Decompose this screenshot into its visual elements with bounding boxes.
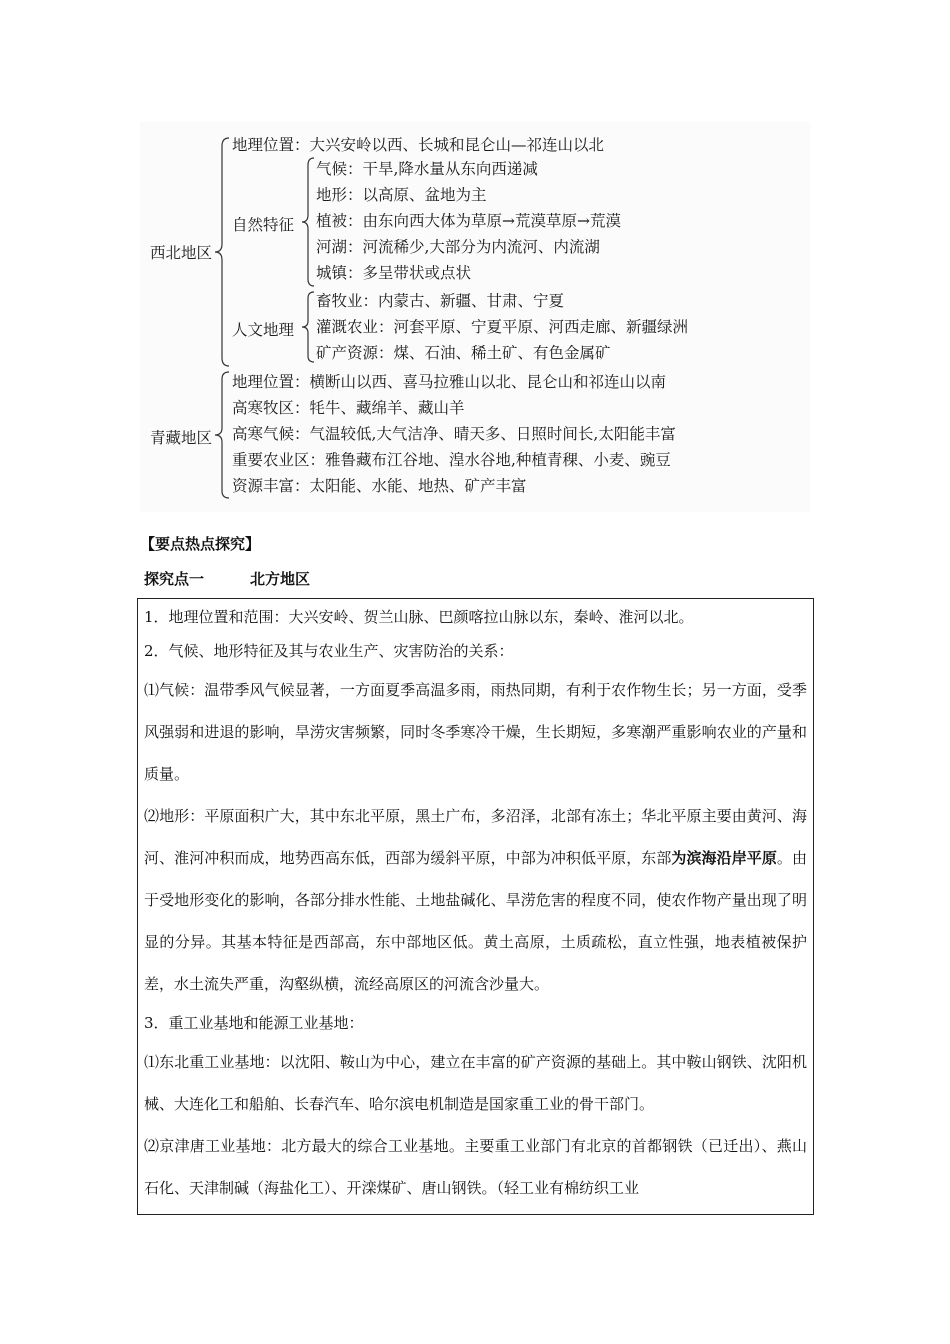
paragraph: ⑴气候：温带季风气候显著，一方面夏季高温多雨，雨热同期，有利于农作物生长；另一方面，受季风强弱和进退的影响，旱涝灾害频繁，同时冬季寒冷干燥，生长期短，多寒潮严重影响农业的产量和质量。 (144, 681, 807, 783)
paragraph: 1．地理位置和范围：大兴安岭、贺兰山脉、巴颜喀拉山脉以东，秦岭、淮河以北。 (144, 608, 694, 626)
paragraph: 2．气候、地形特征及其与农业生产、灾害防治的关系： (144, 642, 514, 660)
bold-phrase: 为滨海沿岸平原 (671, 849, 777, 867)
natural-item: 河湖：河流稀少,大部分为内流河、内流湖 (316, 238, 600, 256)
natural-item: 气候：干旱,降水量从东向西递减 (316, 160, 538, 178)
human-item: 灌溉农业：河套平原、宁夏平原、河西走廊、新疆绿洲 (316, 318, 689, 336)
human-brace (300, 290, 316, 364)
qingzang-item: 高寒气候：气温较低,大气洁净、晴天多、日照时间长,太阳能丰富 (232, 425, 676, 443)
point-subject: 北方地区 (250, 570, 311, 588)
northwest-brace (213, 136, 231, 368)
natural-brace (300, 156, 316, 288)
human-geography-label: 人文地理 (232, 321, 295, 339)
natural-item: 城镇：多呈带状或点状 (316, 264, 472, 282)
paragraph-terrain: ⑵地形：平原面积广大，其中东北平原，黑土广布，多沼泽，北部有冻土；华北平原主要由黄河、海河、淮河冲积而成，地势西高东低，西部为缓斜平原，中部为冲积低平原，东部为滨海沿岸平原。由于受地形变化的影响，各部分排水性能、土地盐碱化、旱涝危害的程度不同，使农作物产量出现了明显的分异。其基本特征是西部高，东中部地区低。黄土高原，土质疏松，直立性强，地表植被保护差，水土流失严重，沟壑纵横，流经高原区的河流含沙量大。 (144, 807, 807, 993)
qingzang-item: 重要农业区：雅鲁藏布江谷地、湟水谷地,种植青稞、小麦、豌豆 (232, 451, 671, 469)
human-item: 矿产资源：煤、石油、稀土矿、有色金属矿 (316, 344, 611, 362)
qingzang-label: 青藏地区 (150, 429, 213, 447)
qingzang-item: 地理位置：横断山以西、喜马拉雅山以北、昆仑山和祁连山以南 (232, 373, 667, 391)
northwest-location: 地理位置：大兴安岭以西、长城和昆仑山—祁连山以北 (232, 136, 605, 154)
northwest-label: 西北地区 (150, 244, 213, 262)
point-title: 探究点一 (144, 570, 205, 588)
natural-features-label: 自然特征 (232, 216, 295, 234)
natural-item: 地形：以高原、盆地为主 (316, 186, 487, 204)
human-item: 畜牧业：内蒙古、新疆、甘肃、宁夏 (316, 292, 565, 310)
paragraph: 3．重工业基地和能源工业基地： (144, 1014, 364, 1032)
content-box (137, 598, 814, 1215)
qingzang-item: 高寒牧区：牦牛、藏绵羊、藏山羊 (232, 399, 465, 417)
paragraph: ⑴东北重工业基地：以沈阳、鞍山为中心，建立在丰富的矿产资源的基础上。其中鞍山钢铁、沈阳机械、大连化工和船舶、长春汽车、哈尔滨电机制造是国家重工业的骨干部门。 (144, 1053, 807, 1113)
qingzang-item: 资源丰富：太阳能、水能、地热、矿产丰富 (232, 477, 527, 495)
natural-item: 植被：由东向西大体为草原→荒漠草原→荒漠 (316, 212, 621, 230)
paragraph: ⑵京津唐工业基地：北方最大的综合工业基地。主要重工业部门有北京的首都钢铁（已迁出）、燕山石化、天津制碱（海盐化工）、开滦煤矿、唐山钢铁。（轻工业有棉纺织工业 (144, 1137, 807, 1197)
section-title: 【要点热点探究】 (140, 535, 261, 553)
point-heading (144, 568, 310, 589)
qingzang-brace (213, 370, 231, 500)
